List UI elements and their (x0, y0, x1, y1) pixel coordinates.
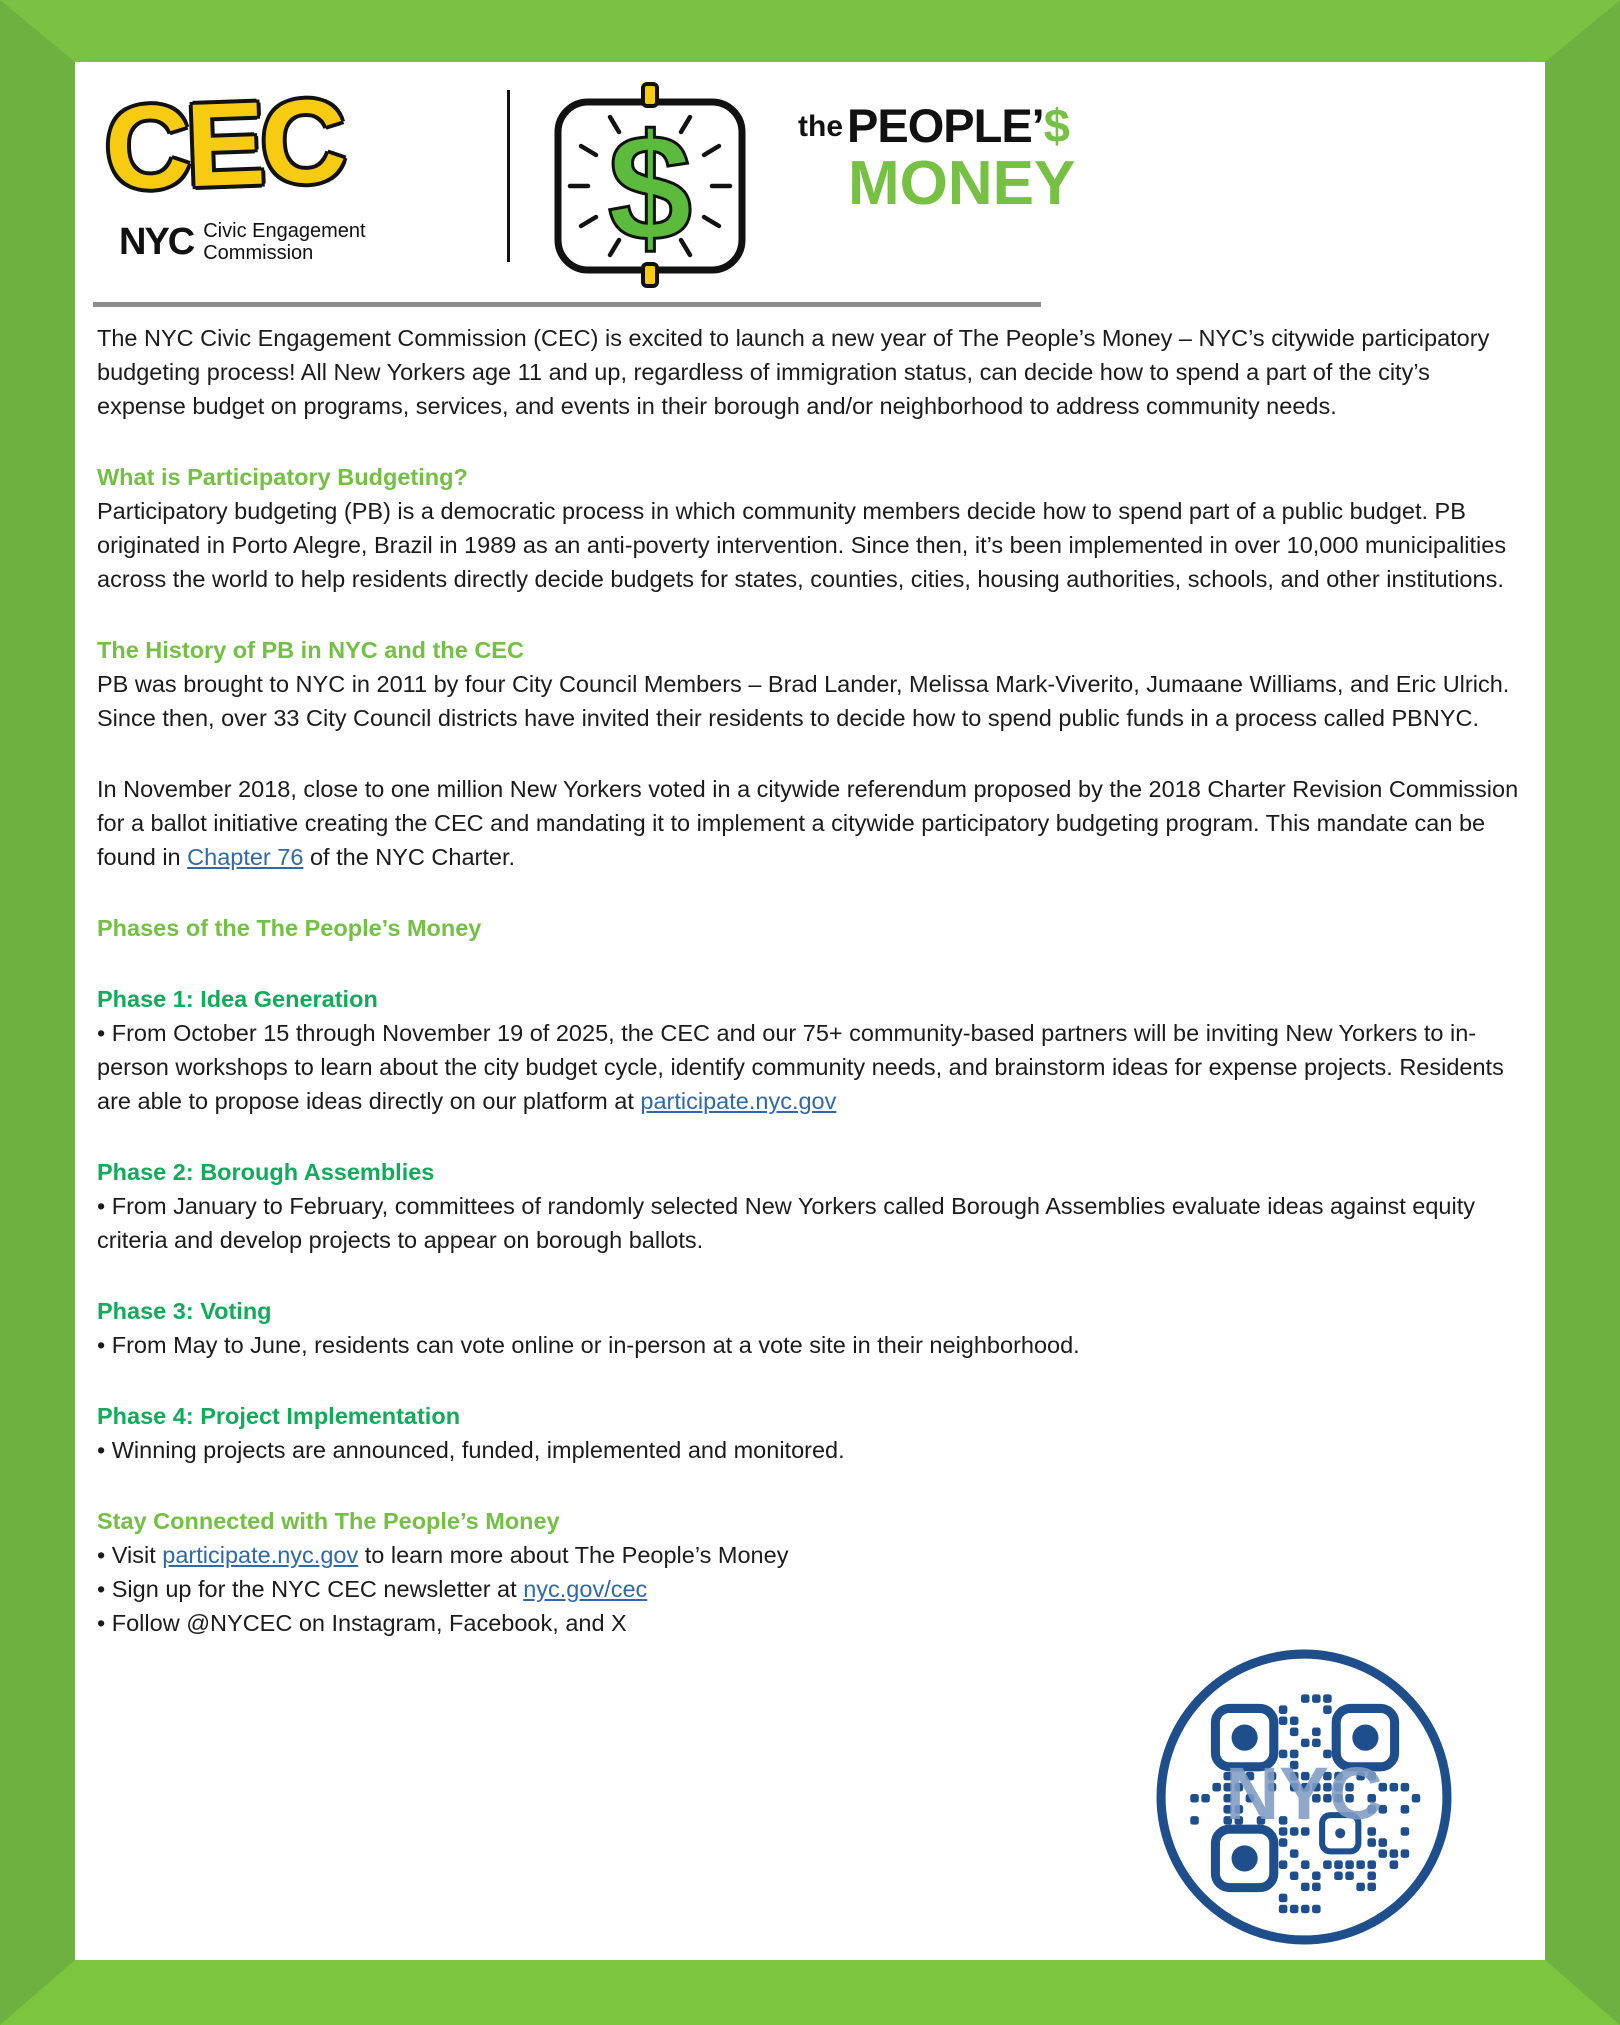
referendum-paragraph (97, 772, 1523, 874)
participate-nyc-gov-link[interactable]: participate.nyc.gov (640, 1088, 837, 1114)
heading-phase-2: Phase 2: Borough Assemblies (97, 1159, 435, 1185)
document-body (91, 321, 1529, 1640)
wordmark-money: MONEY (848, 149, 1076, 218)
stay-2-pre: • Sign up for the NYC CEC newsletter at (97, 1576, 524, 1602)
phase-3-bullet: • From May to June, residents can vote online or in-person at a vote site in their neighborhood. (97, 1332, 1080, 1358)
what-is-pb-paragraph: Participatory budgeting (PB) is a democratic process in which community members decide how to spend part of a public budget. PB originated in Porto Alegre, Brazil in 1989 as an anti-poverty intervention. Since then, it’s been implemented in over 10,000 municipalities across the world to help residents directly decide budgets for states, counties, cities, housing authorities, schools, and other institutions. (97, 498, 1507, 592)
stay-connected-bullet-2 (97, 1572, 1523, 1606)
civic-line1: Civic Engagement (203, 220, 366, 242)
intro-paragraph: The NYC Civic Engagement Commission (CEC) is excited to launch a new year of The People’s Money – NYC’s citywide participatory budgeting process! All New Yorkers age 11 and up, regardless of immigration status, can decide how to spend a part of the city’s expense budget on programs, services, and events in their borough and/or neighborhood to address community needs. (97, 325, 1490, 419)
qr-nyc-watermark: NYC (1225, 1752, 1383, 1836)
dollar-sign-logo-icon (544, 82, 756, 293)
civic-engagement-label (203, 220, 365, 264)
heading-phase-3: Phase 3: Voting (97, 1298, 272, 1324)
heading-phase-1: Phase 1: Idea Generation (97, 986, 378, 1012)
nyc-wordmark: NYC (119, 220, 194, 263)
phase-1-bullet (97, 1016, 1523, 1118)
stay-connected-bullet-1 (97, 1538, 1523, 1572)
history-paragraph: PB was brought to NYC in 2011 by four City Council Members – Brad Lander, Melissa Mark-Viverito, Jumaane Williams, and Eric Ulrich. Since then, over 33 City Council districts have invited their residents to decide how to spend public funds in a process called PBNYC. (97, 671, 1510, 731)
participate-nyc-gov-link-2[interactable]: participate.nyc.gov (162, 1542, 359, 1568)
cec-logo: CEC (102, 74, 345, 216)
heading-phase-4: Phase 4: Project Implementation (97, 1403, 461, 1429)
heading-stay-connected: Stay Connected with The People’s Money (97, 1508, 560, 1534)
heading-phases: Phases of the The People’s Money (97, 915, 482, 941)
peoples-money-wordmark (798, 98, 1076, 218)
referendum-text-pre: In November 2018, close to one million New Yorkers voted in a citywide referendum proposed by the 2018 Charter Revision Commission for a ballot initiative creating the CEC and mandating it to implement a citywide participatory budgeting program. This mandate can be found in (97, 776, 1519, 870)
phase-1-text-pre: • From October 15 through November 19 of 2025, the CEC and our 75+ community-based partners will be inviting New Yorkers to in-person workshops to learn about the city budget cycle, identify community needs, and brainstorm ideas for expense projects. Residents are able to propose ideas directly on our platform at (97, 1020, 1504, 1114)
chapter-76-link[interactable]: Chapter 76 (187, 844, 304, 870)
wordmark-dollar: $ (1043, 99, 1070, 152)
stay-1-pre: • Visit (97, 1542, 163, 1568)
wordmark-the: the (798, 110, 843, 143)
logo-divider (507, 90, 510, 262)
header-divider-rule (93, 302, 1041, 307)
stay-1-post: to learn more about The People’s Money (358, 1542, 789, 1568)
phase-4-bullet: • Winning projects are announced, funded, implemented and monitored. (97, 1437, 845, 1463)
heading-history: The History of PB in NYC and the CEC (97, 637, 524, 663)
phase-2-bullet: • From January to February, committees of randomly selected New Yorkers called Borough Assemblies evaluate ideas against equity criteria and develop projects to appear on borough ballots. (97, 1193, 1475, 1253)
qr-code (1153, 1642, 1455, 1952)
heading-what-is-pb: What is Participatory Budgeting? (97, 464, 468, 490)
civic-line2: Commission (203, 242, 314, 264)
referendum-text-post: of the NYC Charter. (303, 844, 516, 870)
wordmark-peoples: PEOPLE’ (847, 99, 1044, 152)
stay-connected-bullet-3: • Follow @NYCEC on Instagram, Facebook, and X (97, 1610, 627, 1636)
header (91, 76, 1529, 288)
svg-text:$: $ (607, 103, 693, 273)
cec-logo-block (97, 76, 497, 264)
nyc-gov-cec-link[interactable]: nyc.gov/cec (523, 1576, 648, 1602)
